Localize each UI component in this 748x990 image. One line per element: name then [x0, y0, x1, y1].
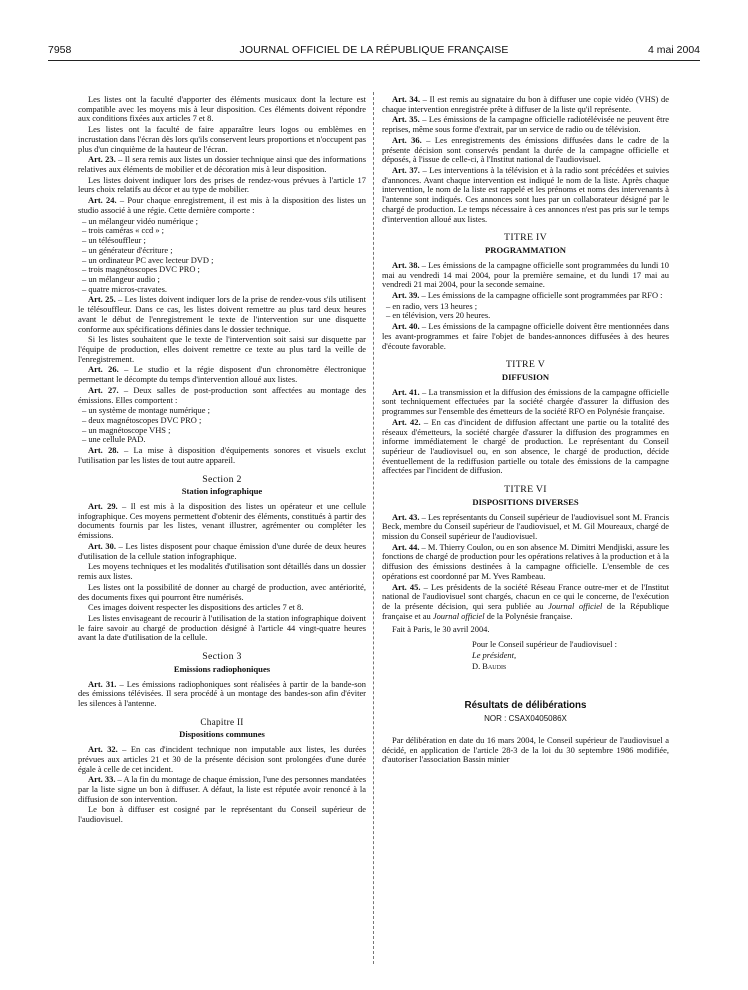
article-40: [382, 322, 669, 351]
article-text: – Les représentants du Conseil supérieur de l'audiovisuel sont M. Francis Beck, membre du Conseil supérieur de l'audiovisuel, et M. Gil Moureaux, chargé de mission du Conseil supérieur de l'audiovisuel.: [382, 511, 669, 542]
paragraph: Les listes envisageant de recourir à l'utilisation de la station infographique doivent le faire savoir au chargé de production désigné à l'article 44 vingt-quatre heures avant la date d'utilisation de la cellule.: [78, 612, 366, 643]
paragraph: Les moyens techniques et les modalités d'utilisation sont détaillés dans un dossier remis aux listes.: [78, 561, 366, 582]
title-heading: TITRE VI: [504, 484, 547, 496]
section-heading: Emissions radiophoniques: [173, 663, 271, 674]
results-text: Par délibération en date du 16 mars 2004, le Conseil supérieur de l'audiovisuel a décidé, en application de l'article 28-3 de la loi du 30 septembre 1986 modifiée, d'autoriser l'association Bassin minier: [382, 734, 669, 765]
publication-name: Journal officiel: [432, 610, 485, 621]
article-label: Art. 24.: [88, 195, 117, 206]
header-rule: [48, 60, 700, 61]
article-35: [382, 115, 669, 134]
article-26: [78, 365, 366, 384]
paragraph: Les listes ont la faculté d'apporter des éléments musicaux dont la lecture est compatible avec les moyens mis à leur disposition. Ces éléments doivent répondre aux conditions fixées aux articles 7 et 8.: [78, 94, 366, 124]
article-text: – Les émissions de la campagne officielle sont programmées du lundi 10 mai au vendredi 14 mai 2004, pour la première semaine, et du lundi 17 mai au vendredi 21 mai 2004, pour la seconde semaine.: [382, 259, 669, 290]
article-label: Art. 41.: [392, 386, 420, 397]
article-43: [382, 513, 669, 542]
list-item: – un mélangeur vidéo numérique ;: [82, 215, 198, 226]
right-column: [382, 95, 669, 766]
article-label: Art. 32.: [88, 744, 118, 755]
title-heading: TITRE IV: [504, 232, 547, 244]
article-label: Art. 44.: [392, 541, 420, 552]
article-text: de la Polynésie française.: [484, 610, 573, 621]
list-item: – une cellule PAD.: [82, 434, 146, 445]
article-24: [78, 196, 366, 215]
journal-title: JOURNAL OFFICIEL DE LA RÉPUBLIQUE FRANÇAISE: [239, 44, 509, 56]
article-41: [382, 388, 669, 417]
signature-title: Le président,: [472, 649, 517, 660]
article-36: [382, 136, 669, 165]
article-label: Art. 39.: [392, 289, 420, 300]
article-label: Art. 37.: [392, 165, 420, 176]
article-text: – M. Thierry Coulon, ou en son absence M. Dimitri Mendjiski, assure les fonctions de chargé de production pour les opérations relatives à la production et à la diffusion des émissions destinées à la campagne officielle. L'ensemble de ces opérations est coordonné par M. Yves Rambeau.: [382, 541, 670, 581]
article-label: Art. 43.: [392, 511, 420, 522]
chapter-title: Chapitre II: [200, 716, 244, 727]
article-text: – Les émissions radiophoniques sont réalisées à partir de la bande-son des émissions télévisées. Il sera procédé à un montage des bandes-son afin d'éviter les silences à l'antenne.: [78, 678, 366, 708]
nor-reference: NOR : CSAX0405086X: [484, 714, 567, 724]
article-text: – Les enregistrements des émissions diffusées dans le cadre de la présente décision sont conservés pendant la durée de la campagne officielle et déposés, à l'issue de celle-ci, à l'Institut national de l'audiovisuel.: [382, 134, 669, 165]
title-heading: TITRE V: [505, 359, 546, 371]
list-item: – trois magnétoscopes DVC PRO ;: [82, 264, 200, 275]
paragraph: Le bon à diffuser est cosigné par le représentant du Conseil supérieur de l'audiovisuel.: [78, 804, 366, 825]
signature-line: Pour le Conseil supérieur de l'audiovisuel :: [472, 639, 617, 650]
list-item: – un ordinateur PC avec lecteur DVD ;: [82, 254, 214, 265]
article-label: Art. 25.: [88, 294, 116, 305]
article-text: – Les présidents de la société Réseau France outre-mer et de l'Institut national de l'audiovisuel sont chargés, chacun en ce qui le concerne, de l'exécution de la présente décision, qui sera publiée au: [382, 581, 669, 612]
article-30: [78, 542, 366, 561]
article-label: Art. 42.: [392, 416, 421, 427]
article-label: Art. 34.: [392, 94, 420, 104]
article-text: – Il est mis à la disposition des listes un opérateur et une cellule infographique. Ces moyens permettent d'obtenir des éléments, constitués à partir des documents fournis par les listes, venant illustrer, agrémenter ou compléter les émissions.: [78, 501, 366, 541]
publication-name: Journal officiel: [548, 601, 603, 612]
article-label: Art. 23.: [88, 154, 116, 165]
article-label: Art. 31.: [88, 678, 117, 689]
done-at: Fait à Paris, le 30 avril 2004.: [392, 623, 490, 634]
title-subheading: DISPOSITIONS DIVERSES: [472, 496, 579, 507]
article-label: Art. 26.: [88, 364, 119, 375]
section-heading: Station infographique: [181, 486, 263, 497]
article-text: – Deux salles de post-production sont affectées au montage des émissions. Elles comportent :: [78, 384, 366, 405]
list-item: – un magnétoscope VHS ;: [82, 424, 171, 435]
article-text: – La transmission et la diffusion des émissions de la campagne officielle sont techniquement effectuées par la société chargée d'assurer la diffusion des programmes sur l'ensemble des émetteurs de la société RFO en Polynésie française.: [382, 386, 669, 417]
article-27: [78, 386, 366, 405]
article-text: – En cas d'incident de diffusion affectant une partie ou la totalité des réseaux d'émetteurs, la société chargée d'assurer la diffusion des programmes en informe immédiatement le chargé de production. Le représentant du Conseil supérieur de l'audiovisuel ou, en son absence, le chargé de production, décide éventuellement de la rediffusion partielle ou totale des émissions de la campagne affectées par l'incident de diffusion.: [382, 416, 669, 476]
article-text: – Pour chaque enregistrement, il est mis à la disposition des listes un studio associé à une régie. Cette dernière comporte :: [78, 195, 366, 215]
article-31: [78, 680, 366, 709]
article-23: [78, 155, 366, 174]
list-item: – trois caméras « ccd » ;: [82, 225, 165, 236]
column-divider: [373, 92, 374, 964]
article-label: Art. 35.: [392, 114, 420, 125]
article-label: Art. 30.: [88, 540, 116, 551]
list-item: – en radio, vers 13 heures ;: [386, 300, 478, 311]
article-text: – Les émissions de la campagne officielle doivent être mentionnées dans les avant-programmes et faire l'objet de bandes-annonces diffusées à des heures d'écoute favorable.: [382, 321, 669, 351]
title-subheading: DIFFUSION: [501, 371, 550, 382]
paragraph: Si les listes souhaitent que le texte de l'intervention soit saisi sur disquette par l'équipe de production, elles doivent remettre ce texte au plus tard la veille de l'enregistrement.: [78, 334, 366, 364]
article-label: Art. 33.: [88, 774, 116, 785]
section-title: Section 3: [202, 651, 242, 663]
article-text: – Il est remis au signataire du bon à diffuser une copie vidéo (VHS) de chaque intervention enregistrée prête à diffuser de la liste qu'il représente.: [382, 94, 669, 114]
article-39: [382, 291, 669, 301]
article-text: – Les émissions de la campagne officielle sont programmées par RFO :: [419, 289, 663, 300]
chapter-heading: Dispositions communes: [179, 729, 265, 740]
list-item: – un système de montage numérique ;: [82, 405, 210, 416]
issue-date: 4 mai 2004: [648, 44, 700, 56]
article-25: [78, 295, 366, 334]
results-heading: Résultats de délibérations: [464, 700, 587, 712]
section-title: Section 2: [202, 473, 242, 485]
signature-name: D. Baudis: [472, 660, 507, 671]
article-label: Art. 36.: [392, 134, 422, 145]
article-38: [382, 261, 669, 290]
article-text: de la République française et au: [382, 601, 669, 621]
article-29: [78, 502, 366, 541]
list-item: – un mélangeur audio ;: [82, 273, 160, 284]
title-subheading: PROGRAMMATION: [485, 245, 566, 256]
list-item: – un générateur d'écriture ;: [82, 244, 173, 255]
article-label: Art. 45.: [392, 581, 421, 592]
article-text: – La mise à disposition d'équipements sonores et visuels exclut l'utilisation par les listes de tout autre appareil.: [78, 445, 366, 465]
article-44: [382, 543, 669, 582]
article-45: [382, 583, 669, 622]
article-text: – Les listes disposent pour chaque émission d'une durée de deux heures d'utilisation de la cellule station infographique.: [78, 540, 366, 561]
list-item: – en télévision, vers 20 heures.: [386, 310, 491, 321]
list-item: – un télésouffleur ;: [82, 235, 146, 246]
article-text: – Les interventions à la télévision et à la radio sont précédées et suivies d'annonces. Avant chaque intervention est indiqué le nom de la liste. Après chaque intervention, le nom de la liste est rappelé et les prénoms et noms des intervenants à l'antenne sont indiqués. Ces annonces sont lues par un collaborateur désigné par le chargé de production. Le temps nécessaire à ces annonces n'est pas pris sur le temps d'intervention alloué aux listes.: [382, 165, 669, 224]
article-33: [78, 775, 366, 804]
page-header: [48, 44, 700, 58]
article-text: – A la fin du montage de chaque émission, l'une des personnes mandatées par la liste signe un bon à diffuser. A défaut, la liste est réputée avoir renoncé à la diffusion de son intervention.: [78, 774, 366, 804]
article-text: – En cas d'incident technique non imputable aux listes, les durées prévues aux articles 21 et 30 de la présente décision sont prolongées d'une durée égale à celle de cet incident.: [78, 744, 366, 774]
article-42: [382, 418, 669, 476]
article-text: – Il sera remis aux listes un dossier technique ainsi que des informations relatives aux éléments de mobilier et de décoration mis à leur disposition.: [78, 154, 366, 175]
article-text: – Les listes doivent indiquer lors de la prise de rendez-vous s'ils utilisent le télésouffleur. Dans ce cas, les listes doivent remettre au plus tard deux heures avant le début de l'enregistrement le texte de l'intervention sur une disquette conforme aux spécifications définies dans le dossier technique.: [78, 294, 366, 334]
article-32: [78, 745, 366, 774]
article-37: [382, 166, 669, 224]
article-label: Art. 28.: [88, 445, 119, 456]
article-label: Art. 27.: [88, 384, 119, 395]
article-text: – Le studio et la régie disposent d'un chronomètre électronique permettant le décompte du temps d'intervention alloué aux listes.: [78, 364, 366, 385]
left-column: [78, 95, 366, 826]
list-item: – deux magnétoscopes DVC PRO ;: [82, 415, 202, 425]
article-label: Art. 40.: [392, 321, 420, 332]
article-34: [382, 95, 669, 114]
paragraph: Les listes ont la faculté de faire apparaître leurs logos ou emblèmes en incrustation dans l'écran dès lors qu'ils conservent leurs proportions et n'occupent pas plus d'un cinquième de la hauteur de l'écran.: [78, 124, 366, 154]
article-28: [78, 446, 366, 465]
article-text: – Les émissions de la campagne officielle radiotélévisée ne peuvent être reprises, même sous forme d'extrait, par un service de radio ou de télévision.: [382, 114, 669, 135]
paragraph: Les listes ont la possibilité de donner au chargé de production, avec antériorité, des documents fixes qui pourront être numérisés.: [78, 581, 366, 602]
article-label: Art. 38.: [392, 259, 420, 270]
page-number: 7958: [48, 44, 72, 56]
article-label: Art. 29.: [88, 501, 118, 512]
list-item: – quatre micros-cravates.: [82, 283, 168, 294]
paragraph: Ces images doivent respecter les dispositions des articles 7 et 8.: [88, 602, 304, 613]
paragraph: Les listes doivent indiquer lors des prises de rendez-vous prévues à l'article 17 leurs choix relatifs au décor et au type de mobilier.: [78, 174, 366, 195]
